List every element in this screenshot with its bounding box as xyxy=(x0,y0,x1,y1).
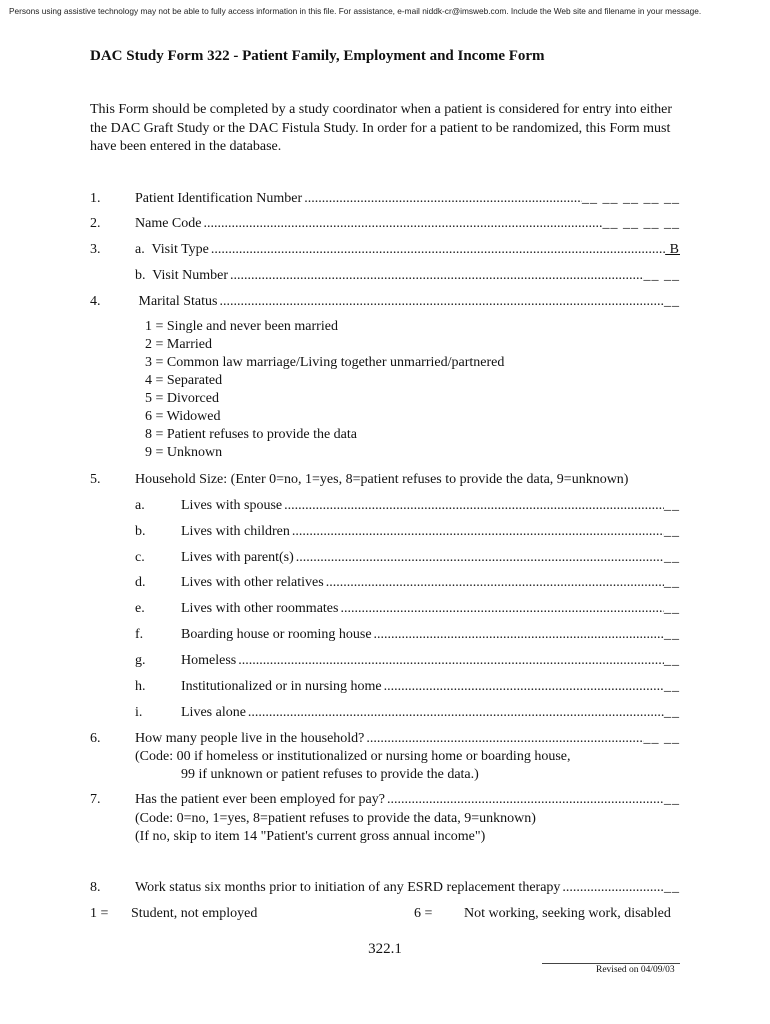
answer-blank[interactable]: __ xyxy=(664,524,680,539)
q6-code-note: (Code: 00 if homeless or institutionalized or nursing home or boarding house, xyxy=(135,749,571,764)
q5-item-c xyxy=(0,548,770,568)
question-label: b. Visit Number xyxy=(135,268,229,283)
question-4 xyxy=(0,292,770,312)
item-label: Boarding house or rooming house xyxy=(181,627,372,642)
code-option: 3 = Common law marriage/Living together unmarried/partnered xyxy=(145,355,505,370)
item-letter: g. xyxy=(135,653,146,668)
q5-item-g xyxy=(0,651,770,671)
q5-item-f xyxy=(0,625,770,645)
question-1 xyxy=(0,189,770,209)
visit-type-value: B xyxy=(665,242,680,257)
answer-blank[interactable]: __ xyxy=(664,498,680,513)
code-option: 9 = Unknown xyxy=(145,445,223,460)
answer-blank[interactable]: __ xyxy=(664,653,680,668)
code-option: 4 = Separated xyxy=(145,373,223,388)
answer-blank[interactable]: __ __ xyxy=(643,268,680,283)
item-label: Lives with children xyxy=(181,524,290,539)
q5-item-b xyxy=(0,522,770,542)
answer-blank[interactable]: __ __ xyxy=(643,731,680,746)
question-label: Work status six months prior to initiation of any ESRD replacement therapy xyxy=(135,880,561,895)
question-6 xyxy=(0,729,770,749)
item-letter: e. xyxy=(135,601,145,616)
question-2 xyxy=(0,214,770,234)
question-number: 7. xyxy=(90,792,101,807)
question-label: Name Code xyxy=(135,216,202,231)
question-number: 2. xyxy=(90,216,101,231)
question-number: 4. xyxy=(90,294,101,309)
answer-blank[interactable]: __ xyxy=(664,575,680,590)
q5-item-e xyxy=(0,599,770,619)
q7-skip-note: (If no, skip to item 14 "Patient's current gross annual income") xyxy=(135,829,486,844)
question-number: 3. xyxy=(90,242,101,257)
question-7 xyxy=(0,790,770,810)
item-label: Lives with parent(s) xyxy=(181,550,294,565)
marital-status-codes xyxy=(145,318,504,462)
revision-date: Revised on 04/09/03 xyxy=(596,965,675,975)
page-number: 322.1 xyxy=(368,941,402,957)
question-3a xyxy=(0,240,770,260)
answer-blank[interactable]: __ xyxy=(664,880,680,895)
question-label: Has the patient ever been employed for pay? xyxy=(135,792,385,807)
item-letter: a. xyxy=(135,498,145,513)
option-6-code: 6 = xyxy=(414,906,433,921)
intro-paragraph: This Form should be completed by a study coordinator when a patient is considered for entry into either the DAC Graft Study or the DAC Fistula Study. In order for a patient to be randomized, this Form must have been entered in the database. xyxy=(90,102,673,154)
question-label: Household Size: (Enter 0=no, 1=yes, 8=patient refuses to provide the data, 9=unknown) xyxy=(135,472,629,487)
item-letter: i. xyxy=(135,705,143,720)
answer-blank[interactable]: __ __ __ __ __ xyxy=(582,191,680,206)
q6-code-note-2: 99 if unknown or patient refuses to provide the data.) xyxy=(181,767,479,782)
answer-blank[interactable]: __ xyxy=(664,550,680,565)
question-number: 1. xyxy=(90,191,101,206)
item-label: Homeless xyxy=(181,653,237,668)
item-letter: h. xyxy=(135,679,146,694)
accessibility-notice: Persons using assistive technology may not be able to fully access information in this file. For assistance, e-mail niddk-cr@imsweb.com. Include the Web site and filename in your message. xyxy=(9,6,702,16)
code-option: 2 = Married xyxy=(145,337,212,352)
question-5 xyxy=(0,470,770,490)
code-option: 1 = Single and never been married xyxy=(145,319,338,334)
item-label: Lives with spouse xyxy=(181,498,283,513)
question-number: 5. xyxy=(90,472,101,487)
q7-code-note: (Code: 0=no, 1=yes, 8=patient refuses to provide the data, 9=unknown) xyxy=(135,811,536,826)
answer-blank[interactable]: __ xyxy=(664,294,680,309)
answer-blank[interactable]: __ xyxy=(664,679,680,694)
item-letter: d. xyxy=(135,575,146,590)
answer-blank[interactable]: __ xyxy=(664,627,680,642)
option-1-code: 1 = xyxy=(90,906,109,921)
item-label: Institutionalized or in nursing home xyxy=(181,679,382,694)
form-title: DAC Study Form 322 - Patient Family, Employment and Income Form xyxy=(90,48,545,64)
item-label: Lives alone xyxy=(181,705,246,720)
footer-divider xyxy=(542,963,680,964)
code-option: 5 = Divorced xyxy=(145,391,219,406)
code-option: 8 = Patient refuses to provide the data xyxy=(145,427,358,442)
item-letter: f. xyxy=(135,627,144,642)
item-letter: b. xyxy=(135,524,146,539)
item-label: Lives with other roommates xyxy=(181,601,339,616)
q5-item-h xyxy=(0,677,770,697)
q5-item-a xyxy=(0,496,770,516)
code-option: 6 = Widowed xyxy=(145,409,221,424)
q5-item-i xyxy=(0,703,770,723)
answer-blank[interactable]: __ __ __ __ xyxy=(602,216,680,231)
question-3b xyxy=(0,266,770,286)
question-number: 6. xyxy=(90,731,101,746)
question-label: Marital Status xyxy=(135,294,218,309)
q5-item-d xyxy=(0,573,770,593)
answer-blank[interactable]: __ xyxy=(664,792,680,807)
question-8 xyxy=(0,878,770,898)
question-label: a. Visit Type xyxy=(135,242,209,257)
question-label: How many people live in the household? xyxy=(135,731,365,746)
item-letter: c. xyxy=(135,550,145,565)
item-label: Lives with other relatives xyxy=(181,575,324,590)
option-6-text: Not working, seeking work, disabled xyxy=(464,906,671,921)
question-label: Patient Identification Number xyxy=(135,191,303,206)
option-1-text: Student, not employed xyxy=(131,906,258,921)
answer-blank[interactable]: __ xyxy=(664,705,680,720)
answer-blank[interactable]: __ xyxy=(664,601,680,616)
question-number: 8. xyxy=(90,880,101,895)
